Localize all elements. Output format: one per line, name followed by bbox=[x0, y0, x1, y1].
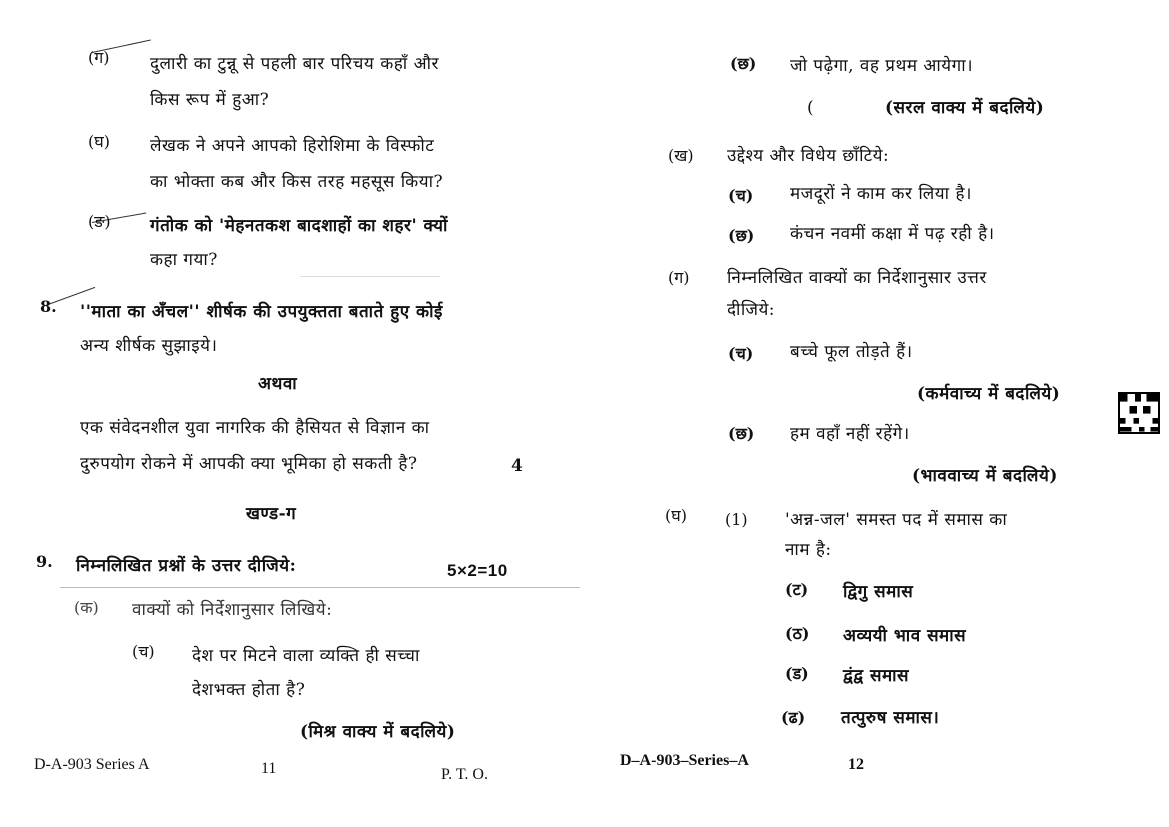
question-label: (क) bbox=[74, 598, 99, 617]
question-text: ''माता का अँचल'' शीर्षक की उपयुक्तता बताते हुए कोई bbox=[80, 302, 443, 322]
question-number: 8. bbox=[40, 297, 57, 316]
question-sub-label: (1) bbox=[725, 510, 748, 529]
or-heading: अथवा bbox=[258, 374, 298, 394]
marks: 4 bbox=[511, 456, 524, 476]
option-text: द्वंद्व समास bbox=[843, 666, 910, 686]
bracket: ( bbox=[807, 98, 815, 118]
question-text: लेखक ने अपने आपको हिरोशिमा के विस्फोट bbox=[150, 136, 435, 156]
pto: P. T. O. bbox=[441, 766, 488, 783]
option-text: द्विगु समास bbox=[843, 582, 914, 602]
question-label: (च) bbox=[728, 344, 754, 363]
question-label: (च) bbox=[132, 642, 155, 661]
question-text: दुलारी का टुन्नू से पहली बार परिचय कहाँ और bbox=[150, 54, 439, 74]
option-text: तत्पुरुष समास। bbox=[841, 708, 940, 728]
question-text: मजदूरों ने काम कर लिया है। bbox=[790, 184, 972, 204]
question-text: कहा गया? bbox=[150, 250, 218, 270]
question-label: (ख) bbox=[668, 146, 694, 165]
question-text: निम्नलिखित प्रश्नों के उत्तर दीजिये: bbox=[76, 556, 297, 576]
question-text: देश पर मिटने वाला व्यक्ति ही सच्चा bbox=[192, 646, 420, 666]
option-label: (ड) bbox=[785, 664, 809, 683]
page-number: 11 bbox=[261, 760, 277, 777]
question-text: 'अन्न-जल' समस्त पद में समास का bbox=[785, 510, 1008, 530]
marks: 5×2=10 bbox=[447, 561, 508, 580]
question-text: का भोक्ता कब और किस तरह महसूस किया? bbox=[150, 172, 444, 192]
question-label: (ङ) bbox=[88, 212, 111, 231]
option-text: अव्ययी भाव समास bbox=[843, 626, 967, 646]
question-text: उद्देश्य और विधेय छाँटिये: bbox=[727, 146, 890, 166]
instruction: (कर्मवाच्य में बदलिये) bbox=[917, 384, 1061, 404]
question-label: (ग) bbox=[668, 268, 690, 287]
question-text: वाक्यों को निर्देशानुसार लिखिये: bbox=[132, 600, 333, 620]
divider bbox=[300, 276, 440, 277]
question-label: (च) bbox=[728, 186, 754, 205]
question-number: 9. bbox=[36, 552, 53, 571]
question-label: (छ) bbox=[728, 226, 755, 245]
footer-code: D–A-903–Series–A bbox=[620, 752, 749, 769]
question-text: अन्य शीर्षक सुझाइये। bbox=[80, 336, 218, 356]
instruction: (सरल वाक्य में बदलिये) bbox=[885, 98, 1045, 118]
question-text: कंचन नवमीं कक्षा में पढ़ रही है। bbox=[790, 224, 995, 244]
question-text: किस रूप में हुआ? bbox=[150, 90, 270, 110]
question-label: (घ) bbox=[665, 506, 687, 525]
question-text: एक संवेदनशील युवा नागरिक की हैसियत से विज्ञान का bbox=[80, 418, 430, 438]
right-page bbox=[585, 0, 1169, 827]
question-text: हम वहाँ नहीं रहेंगे। bbox=[790, 424, 910, 444]
question-text: दुरुपयोग रोकने में आपकी क्या भूमिका हो सकती है? bbox=[80, 454, 418, 474]
question-text: जो पढ़ेगा, वह प्रथम आयेगा। bbox=[790, 56, 974, 76]
question-text: निम्नलिखित वाक्यों का निर्देशानुसार उत्तर bbox=[727, 268, 987, 288]
question-text: नाम है: bbox=[785, 540, 832, 560]
instruction: (मिश्र वाक्य में बदलिये) bbox=[300, 722, 456, 742]
divider bbox=[60, 587, 580, 588]
section-heading: खण्ड-ग bbox=[246, 504, 297, 524]
option-label: (ठ) bbox=[785, 624, 810, 643]
question-label: (छ) bbox=[728, 424, 755, 443]
question-label: (छ) bbox=[730, 54, 757, 73]
option-label: (ढ) bbox=[781, 708, 806, 727]
page-number: 12 bbox=[848, 756, 864, 773]
question-text: दीजिये: bbox=[727, 300, 776, 320]
question-text: गंतोक को 'मेहनतकश बादशाहों का शहर' क्यों bbox=[150, 216, 448, 236]
footer-code: D-A-903 Series A bbox=[34, 756, 150, 773]
instruction: (भाववाच्य में बदलिये) bbox=[912, 466, 1058, 486]
question-text: देशभक्त होता है? bbox=[192, 680, 306, 700]
question-label: (घ) bbox=[88, 132, 110, 151]
question-text: बच्चे फूल तोड़ते हैं। bbox=[790, 342, 913, 362]
question-label: (ग) bbox=[88, 48, 110, 67]
option-label: (ट) bbox=[785, 580, 809, 599]
qr-code bbox=[1120, 394, 1158, 432]
